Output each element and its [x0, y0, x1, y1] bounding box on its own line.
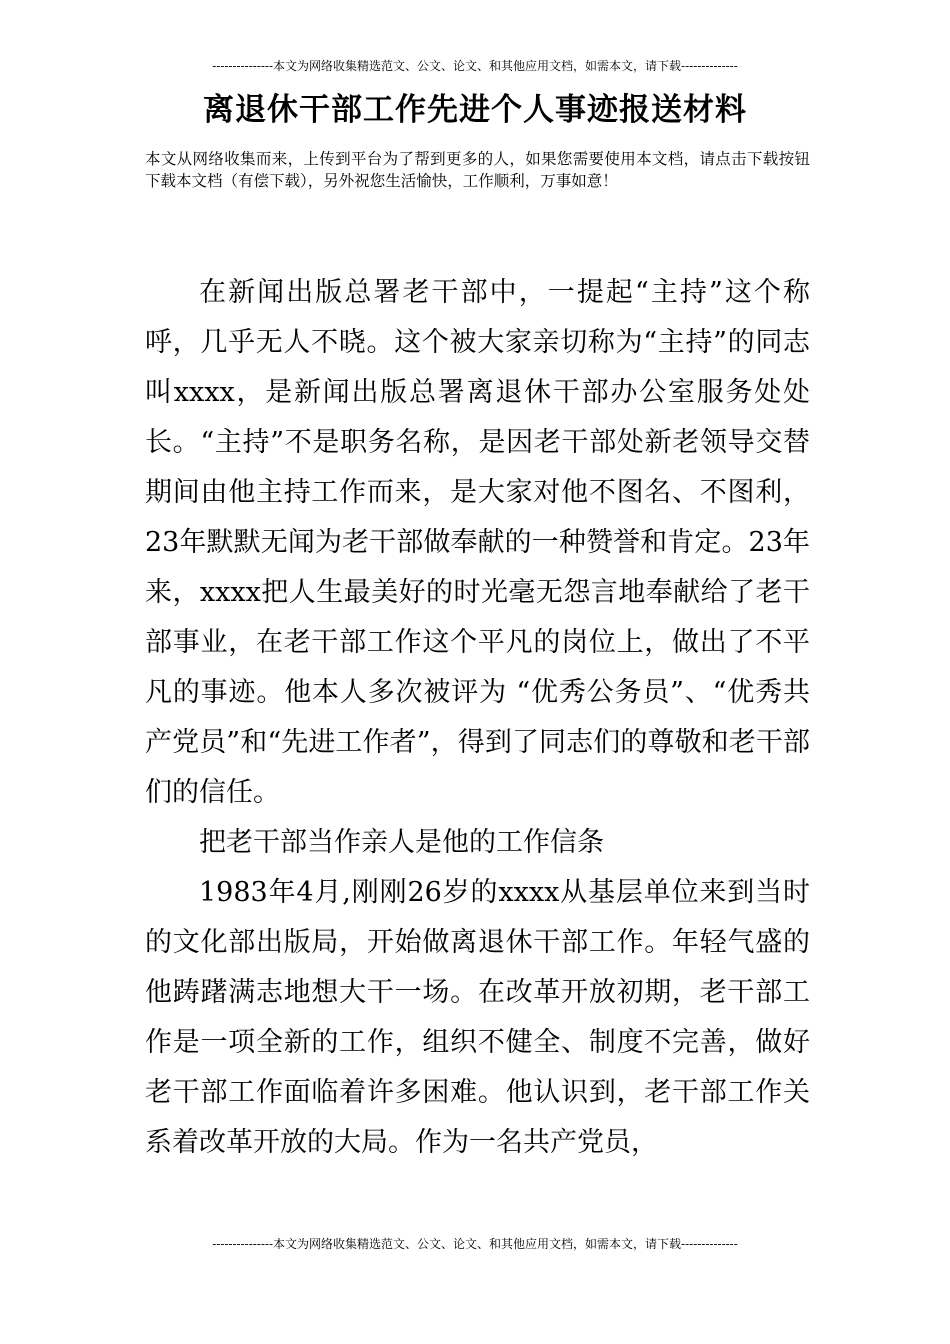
body-paragraph: 1983年4月,刚刚26岁的xxxx从基层单位来到当时的文化部出版局，开始做离退休干部工作。年轻气盛的他踌躇满志地想大干一场。在改革开放初期，老干部工作是一项全新的工作，组织不健全、制度不完善，做好老干部工作面临着许多困难。他认识到，老干部工作关系着改革开放的大局。作为一名共产党员， [145, 877, 810, 1158]
page-footer-notice: ---------------本文为网络收集精选范文、公文、论文、和其他应用文档，如需本文，请下载-------------- [212, 1237, 738, 1251]
page-header-notice: ---------------本文为网络收集精选范文、公文、论文、和其他应用文档，如需本文，请下载-------------- [212, 59, 738, 73]
document-body [145, 268, 810, 1168]
document-title: 离退休干部工作先进个人事迹报送材料 [203, 92, 747, 128]
intro-notice: 本文从网络收集而来，上传到平台为了帮到更多的人，如果您需要使用本文档，请点击下载按钮下载本文档（有偿下载），另外祝您生活愉快，工作顺利，万事如意！ [145, 150, 810, 190]
section-heading: 把老干部当作亲人是他的工作信条 [199, 827, 604, 858]
body-paragraph: 在新闻出版总署老干部中，一提起“主持”这个称呼，几乎无人不晓。这个被大家亲切称为“主持”的同志叫xxxx，是新闻出版总署离退休干部办公室服务处处长。“主持”不是职务名称，是因老干部处新老领导交替期间由他主持工作而来，是大家对他不图名、不图利，23年默默无闻为老干部做奉献的一种赞誉和肯定。23年来，xxxx把人生最美好的时光毫无怨言地奉献给了老干部事业，在老干部工作这个平凡的岗位上，做出了不平凡的事迹。他本人多次被评为 “优秀公务员”、“优秀共产党员”和“先进工作者”，得到了同志们的尊敬和老干部们的信任。 [145, 277, 810, 808]
